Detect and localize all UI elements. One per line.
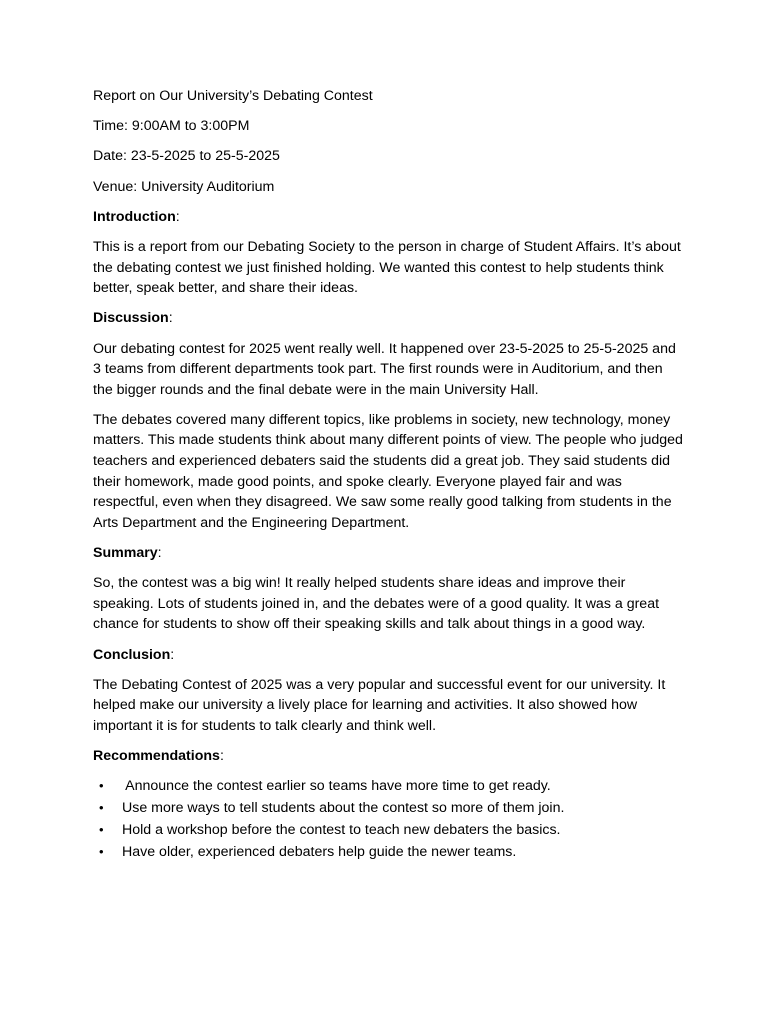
recommendation-item [93, 820, 683, 841]
discussion-heading-label: Discussion [93, 310, 169, 327]
introduction-heading-label: Introduction [93, 208, 176, 225]
introduction-heading-colon: : [175, 208, 180, 225]
report-venue: Venue: University Auditorium [93, 178, 275, 195]
recommendation-text: Announce the contest earlier so teams have more time to get ready. [122, 778, 551, 795]
summary-heading [93, 543, 683, 564]
recommendations-heading-colon: : [219, 748, 224, 765]
report-date: Date: 23-5-2025 to 25-5-2025 [93, 148, 280, 165]
recommendations-heading-label: Recommendations [93, 748, 220, 765]
discussion-heading-colon: : [168, 310, 173, 327]
report-time: Time: 9:00AM to 3:00PM [93, 118, 250, 135]
bullet-icon: • [99, 800, 104, 816]
report-title: Report on Our University’s Debating Contest [93, 88, 373, 104]
conclusion-heading-colon: : [170, 646, 175, 663]
report-document [93, 86, 683, 863]
bullet-icon: • [99, 821, 104, 837]
introduction-heading [93, 207, 683, 228]
recommendations-heading [93, 746, 683, 767]
recommendation-item [93, 842, 683, 863]
recommendation-item [93, 776, 683, 797]
summary-text: So, the contest was a big win! It really helped students share ideas and improve their speaking. Lots of students joined in, and the debates were of a good quality. It was a great chance for students to show off their speaking skills and talk about things in a good way. [93, 575, 660, 633]
recommendation-text: Hold a workshop before the contest to teach new debaters the basics. [122, 821, 561, 838]
conclusion-text: The Debating Contest of 2025 was a very popular and successful event for our university. It helped make our university a lively place for learning and activities. It also showed how important it is for students to talk clearly and think well. [93, 676, 666, 734]
summary-heading-label: Summary [93, 545, 158, 562]
bullet-icon: • [99, 843, 104, 859]
recommendation-text: Have older, experienced debaters help guide the newer teams. [122, 843, 517, 860]
conclusion-heading-label: Conclusion [93, 646, 171, 663]
bullet-icon: • [99, 778, 104, 794]
discussion-paragraph-1: Our debating contest for 2025 went really well. It happened over 23-5-2025 to 25-5-2025 and 3 teams from different departments took part. The first rounds were in Auditorium, and then the bigger rounds and the final debate were in the main University Hall. [93, 340, 676, 398]
discussion-heading [93, 308, 683, 329]
introduction-text: This is a report from our Debating Society to the person in charge of Student Affairs. It’s about the debating contest we just finished holding. We wanted this contest to help students think better, speak better, and share their ideas. [93, 238, 681, 297]
recommendation-item [93, 798, 683, 819]
discussion-paragraph-2: The debates covered many different topics, like problems in society, new technology, money matters. This made students think about many different points of view. The people who judged teachers and experienced debaters said the students did a great job. They said students did their homework, made good points, and spoke clearly. Everyone played fair and was respectful, even when they disagreed. We saw some really good talking from students in the Arts Department and the Engineering Department. [93, 411, 683, 531]
recommendation-text: Use more ways to tell students about the contest so more of them join. [122, 800, 565, 817]
recommendations-list [93, 776, 683, 862]
conclusion-heading [93, 645, 683, 666]
summary-heading-colon: : [157, 545, 162, 562]
